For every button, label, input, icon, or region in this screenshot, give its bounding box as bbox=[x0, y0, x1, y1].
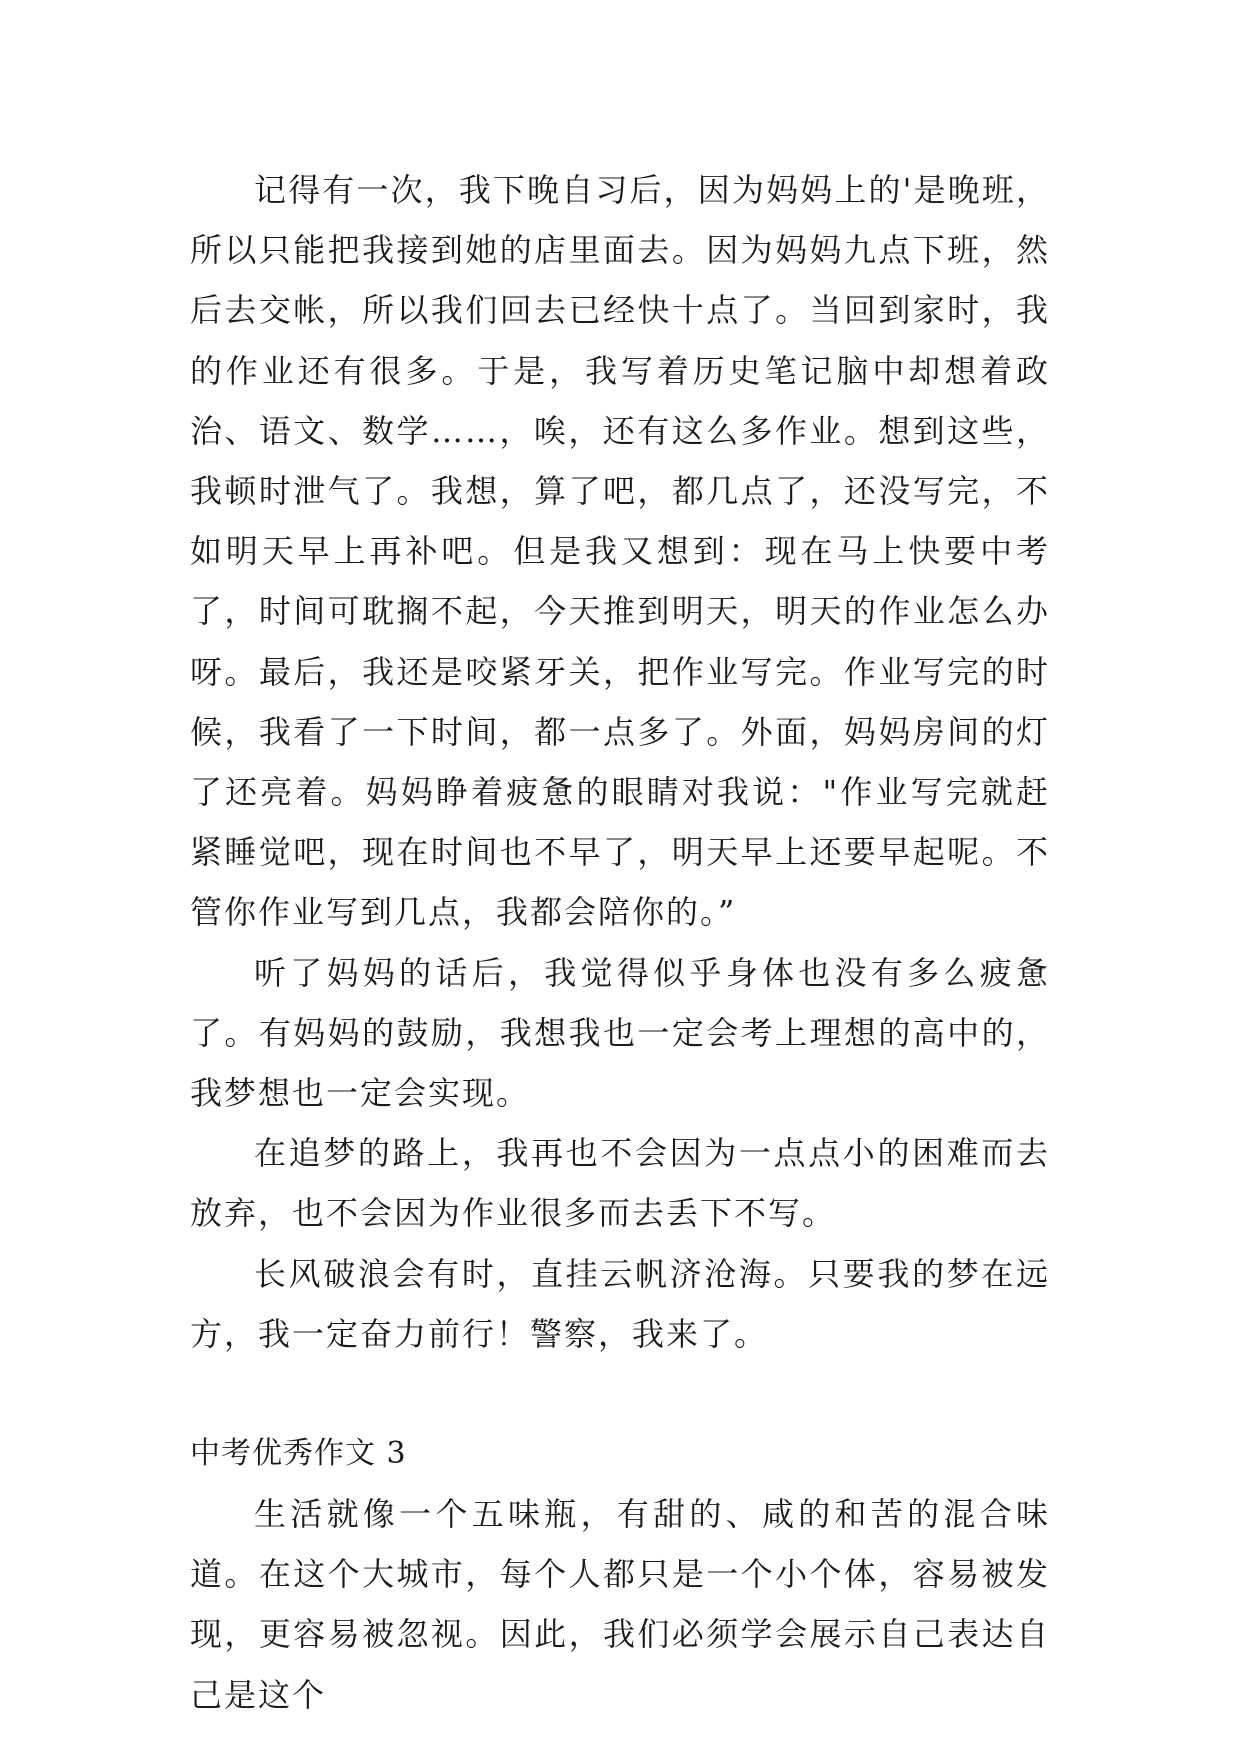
paragraph-homework-night: 记得有一次，我下晚自习后，因为妈妈上的'是晚班，所以只能把我接到她的店里面去。因为妈妈九点下班，然后去交帐，所以我们回去已经快十点了。当回到家时，我的作业还有很多。于是，我写着历史笔记脑中却想着政治、语文、数学……，唉，还有这么多作业。想到这些，我顿时泄气了。我想，算了吧，都几点了，还没写完，不如明天早上再补吧。但是我又想到：现在马上快要中考了，时间可耽搁不起，今天推到明天，明天的作业怎么办呀。最后，我还是咬紧牙关，把作业写完。作业写完的时候，我看了一下时间，都一点多了。外面，妈妈房间的灯了还亮着。妈妈睁着疲惫的眼睛对我说："作业写完就赶紧睡觉吧，现在时间也不早了，明天早上还要早起呢。不管你作业写到几点，我都会陪你的。” bbox=[190, 171, 1050, 932]
document-body bbox=[190, 160, 1050, 1725]
section-spacer bbox=[190, 1364, 1050, 1424]
paragraph-chasing-dream: 在追梦的路上，我再也不会因为一点点小的困难而去放弃，也不会因为作业很多而去丢下不写。 bbox=[190, 1134, 1050, 1233]
paragraph-closing-resolve: 长风破浪会有时，直挂云帆济沧海。只要我的梦在远方，我一定奋力前行！警察，我来了。 bbox=[190, 1254, 1050, 1353]
paragraph-mother-encouragement: 听了妈妈的话后，我觉得似乎身体也没有多么疲惫了。有妈妈的鼓励，我想我也一定会考上理想的高中的，我梦想也一定会实现。 bbox=[190, 953, 1050, 1113]
essay-heading: 中考优秀作文 3 bbox=[190, 1436, 407, 1472]
paragraph-life-bottle: 生活就像一个五味瓶，有甜的、咸的和苦的混合味道。在这个大城市，每个人都只是一个小个体，容易被发现，更容易被忽视。因此，我们必须学会展示自己表达自己是这个 bbox=[190, 1495, 1050, 1714]
